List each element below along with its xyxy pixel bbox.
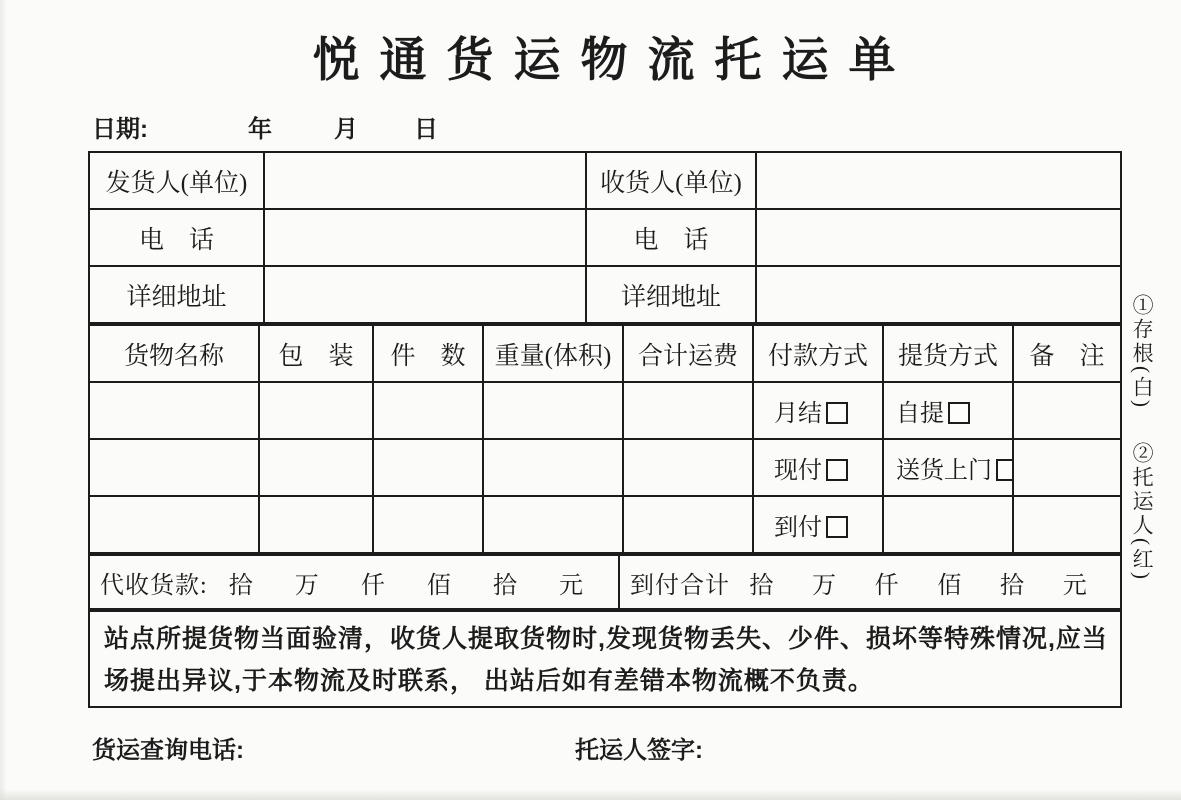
checkbox-self-pickup[interactable]	[948, 402, 970, 424]
quantity-cell	[373, 439, 483, 496]
payment-option-cash-label: 现付	[774, 458, 822, 485]
shipper-label: 发货人(单位)	[89, 152, 264, 209]
total-fee-cell	[623, 496, 753, 553]
table-row	[89, 152, 1121, 209]
cod-table	[88, 554, 1122, 610]
shipper-signature-label: 托运人签字:	[575, 737, 703, 765]
digit-unit-hundred: 佰	[426, 572, 451, 599]
scan-edge-shadow-bottom	[0, 789, 1181, 800]
consignee-phone-label: 电 话	[586, 209, 756, 266]
cargo-table	[88, 324, 1122, 554]
checkbox-door-delivery[interactable]	[996, 459, 1013, 481]
liability-notice: 站点所提货物当面验清，收货人提取货物时,发现货物丢失、少件、损坏等特殊情况,应当场提出异议,于本物流及时联系， 出站后如有差错本物流概不负责。	[104, 625, 1108, 696]
payment-option-monthly	[753, 382, 883, 439]
digit-unit-ten-thousand-ten: 拾	[749, 572, 774, 599]
date-year-label: 年	[248, 115, 272, 143]
shipper-phone-value-area	[264, 209, 586, 266]
delivery-option-self-pickup-label: 自提	[896, 401, 944, 428]
column-header-goods-name: 货物名称	[89, 325, 259, 382]
remarks-cell	[1013, 439, 1121, 496]
column-header-remarks: 备 注	[1013, 325, 1121, 382]
digit-unit-ten-thousand: 万	[812, 572, 836, 599]
scan-edge-shadow-left	[0, 0, 7, 800]
delivery-option-door-delivery-label: 送货上门	[896, 458, 992, 485]
total-fee-cell	[623, 439, 753, 496]
notice-table	[88, 610, 1122, 708]
date-line	[92, 109, 1181, 143]
notice-cell	[89, 611, 1121, 707]
digit-unit-ten: 拾	[1000, 572, 1025, 599]
shipper-address-label: 详细地址	[89, 266, 264, 323]
column-header-payment: 付款方式	[753, 325, 883, 382]
date-day-label: 日	[414, 115, 438, 143]
digit-unit-yuan: 元	[559, 572, 584, 599]
cargo-header-row	[89, 325, 1121, 382]
packing-cell	[259, 439, 373, 496]
packing-cell	[259, 382, 373, 439]
total-fee-cell	[623, 382, 753, 439]
consignee-address-label: 详细地址	[586, 266, 756, 323]
delivery-option-self-pickup	[883, 382, 1013, 439]
copy-shipper-red-label: ②托运人(红)	[1130, 442, 1155, 583]
cod-amount-label: 代收货款:	[100, 572, 208, 599]
consignee-phone-value-area	[756, 209, 1121, 266]
cargo-row	[89, 496, 1121, 553]
weight-cell	[483, 382, 623, 439]
quantity-cell	[373, 382, 483, 439]
goods-name-cell	[89, 382, 259, 439]
payment-option-cash	[753, 439, 883, 496]
digit-unit-thousand: 仟	[360, 572, 385, 599]
date-month-label: 月	[334, 115, 358, 143]
checkbox-monthly[interactable]	[826, 402, 848, 424]
checkbox-cash[interactable]	[826, 459, 848, 481]
digit-unit-hundred: 佰	[937, 572, 962, 599]
delivery-option-door-delivery	[883, 439, 1013, 496]
table-row	[89, 209, 1121, 266]
quantity-cell	[373, 496, 483, 553]
date-label: 日期:	[92, 115, 148, 143]
payment-option-collect	[753, 496, 883, 553]
shipper-value-area	[264, 152, 586, 209]
form-body	[88, 151, 1120, 708]
query-phone-label: 货运查询电话:	[92, 737, 244, 765]
column-header-packing: 包 装	[259, 325, 373, 382]
remarks-cell	[1013, 496, 1121, 553]
payment-option-monthly-label: 月结	[774, 401, 822, 428]
consignee-address-value-area	[756, 266, 1121, 323]
packing-cell	[259, 496, 373, 553]
contact-table	[88, 151, 1122, 324]
cod-arrival-total-cell	[619, 555, 1121, 609]
table-row	[89, 266, 1121, 323]
column-header-weight: 重量(体积)	[483, 325, 623, 382]
digit-unit-ten: 拾	[492, 572, 517, 599]
column-header-delivery: 提货方式	[883, 325, 1013, 382]
consignee-label: 收货人(单位)	[586, 152, 756, 209]
consignee-value-area	[756, 152, 1121, 209]
cargo-row	[89, 439, 1121, 496]
table-row	[89, 611, 1121, 707]
shipper-phone-label: 电 话	[89, 209, 264, 266]
payment-option-collect-label: 到付	[774, 515, 822, 542]
weight-cell	[483, 439, 623, 496]
cargo-row	[89, 382, 1121, 439]
cod-amount-line	[90, 565, 618, 600]
column-header-quantity: 件 数	[373, 325, 483, 382]
shipper-address-value-area	[264, 266, 586, 323]
column-header-total-fee: 合计运费	[623, 325, 753, 382]
footer-line	[0, 724, 1181, 764]
cod-amount-cell	[89, 555, 619, 609]
checkbox-collect[interactable]	[826, 516, 848, 538]
copy-color-note	[1130, 294, 1154, 582]
cod-arrival-line	[620, 565, 1120, 600]
form-title: 悦通货运物流托运单	[312, 33, 916, 86]
copy-stub-white-label: ①存根(白)	[1130, 294, 1155, 410]
digit-unit-ten-thousand: 万	[294, 572, 319, 599]
cod-arrival-label: 到付合计	[630, 572, 730, 599]
weight-cell	[483, 496, 623, 553]
goods-name-cell	[89, 439, 259, 496]
digit-unit-thousand: 仟	[874, 572, 899, 599]
remarks-cell	[1013, 382, 1121, 439]
table-row	[89, 555, 1121, 609]
digit-unit-yuan: 元	[1062, 572, 1087, 599]
goods-name-cell	[89, 496, 259, 553]
delivery-option-empty	[883, 496, 1013, 553]
digit-unit-ten-thousand-ten: 拾	[228, 572, 253, 599]
